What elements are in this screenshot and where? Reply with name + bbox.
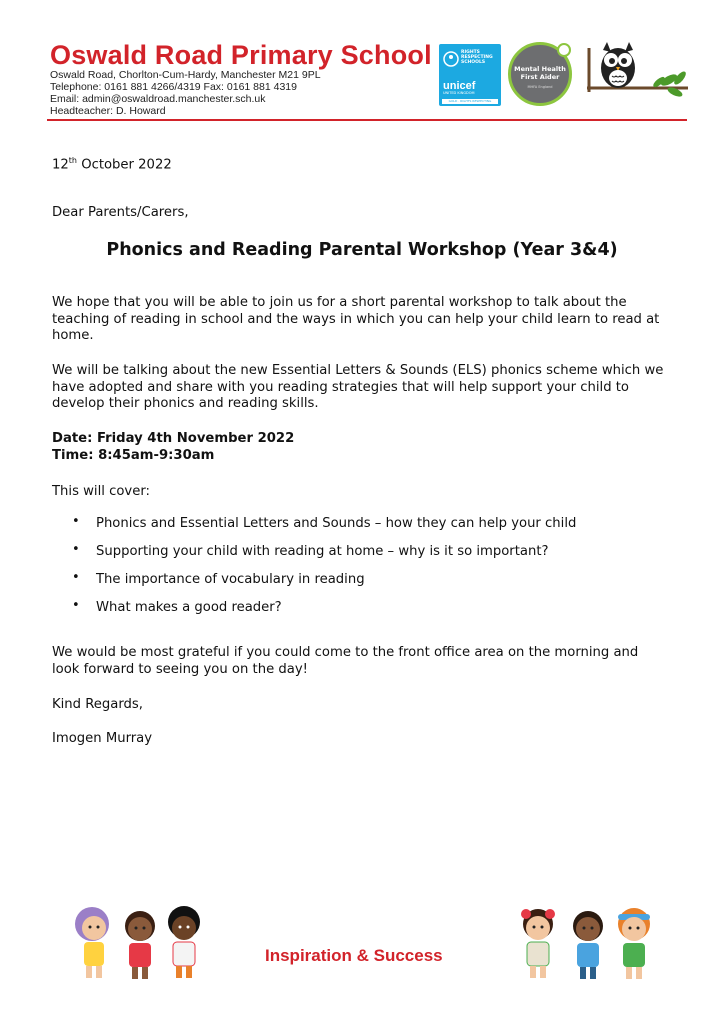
school-address: Oswald Road, Chorlton-Cum-Hardy, Manchester M21 9PL	[50, 69, 321, 81]
bullet-icon: •	[72, 542, 80, 557]
mental-health-first-aider-badge	[508, 42, 572, 106]
closing-paragraph: We would be most grateful if you could come to the front office area on the morning and look forward to seeing you on the day!	[52, 645, 639, 677]
school-name: Oswald Road Primary School	[50, 40, 432, 70]
headteacher: Headteacher: D. Howard	[50, 105, 166, 117]
mhfa-org: MHFA England	[527, 85, 553, 89]
list-item: What makes a good reader?	[96, 600, 282, 615]
children-left-illustration-icon	[62, 902, 217, 987]
unicef-brand: unicef	[443, 80, 476, 92]
salutation: Dear Parents/Carers,	[52, 205, 189, 220]
bullet-icon: •	[72, 598, 80, 613]
list-item: The importance of vocabulary in reading	[96, 572, 365, 587]
school-telephone: Telephone: 0161 881 4266/4319 Fax: 0161 881 4319	[50, 81, 297, 93]
header-divider	[47, 119, 687, 121]
bullet-icon: •	[72, 514, 80, 529]
school-motto: Inspiration & Success	[265, 946, 443, 965]
signature: Imogen Murray	[52, 731, 153, 746]
leaf-icon	[557, 43, 571, 57]
children-right-illustration-icon	[510, 902, 668, 987]
letter-date: 12th October 2022	[52, 156, 172, 173]
sign-off: Kind Regards,	[52, 697, 143, 712]
unicef-country: UNITED KINGDOM	[443, 91, 475, 95]
event-date: Date: Friday 4th November 2022	[52, 431, 295, 446]
scheme-paragraph: We will be talking about the new Essential Letters & Sounds (ELS) phonics scheme which we have adopted and share with you reading strategies that will help support your child to develop their phonics and reading skills.	[52, 363, 664, 411]
list-item: Phonics and Essential Letters and Sounds – how they can help your child	[96, 516, 577, 531]
rights-respecting-icon	[443, 49, 459, 69]
cover-intro: This will cover:	[52, 484, 150, 499]
event-time: Time: 8:45am-9:30am	[52, 448, 215, 463]
letter-title: Phonics and Reading Parental Workshop (Year 3&4)	[106, 240, 618, 260]
unicef-badge-text: RIGHTS RESPECTING SCHOOLS	[461, 50, 493, 65]
owl-logo-icon	[585, 40, 690, 102]
bullet-icon: •	[72, 570, 80, 585]
mhfa-badge-text: Mental Health First Aider	[514, 65, 566, 81]
school-email: Email: admin@oswaldroad.manchester.sch.uk	[50, 93, 266, 105]
intro-paragraph: We hope that you will be able to join us for a short parental workshop to talk about the teaching of reading in school and the ways in which you can help your child learn to read at home.	[52, 295, 660, 343]
unicef-gold-bar: GOLD · RIGHTS RESPECTING	[442, 99, 498, 104]
unicef-rights-respecting-badge	[439, 44, 501, 106]
list-item: Supporting your child with reading at home – why is it so important?	[96, 544, 549, 559]
